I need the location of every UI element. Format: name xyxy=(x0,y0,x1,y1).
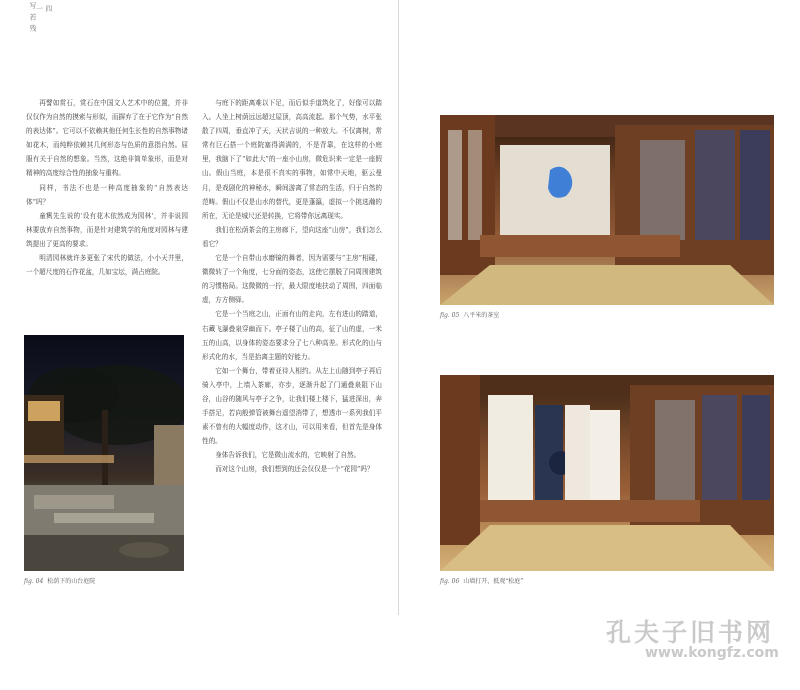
watermark-url: www.kongfz.com xyxy=(645,645,779,661)
paragraph: 明清园林就许多更张了宋代的做法，小小天井里，一个超尺度的石作花盆，几如宝坛，满占庭院。 xyxy=(26,254,188,277)
paragraph: 童寯先生说的‘设有花木依然成为园林’，并非说园林要放弃自然事物，而是针对建筑学的角度对园林与建筑提出了更高的要求。 xyxy=(26,211,188,248)
courtyard-photo xyxy=(24,335,184,571)
paragraph: 而对这个山房，我们想到的还会仅仅是一个“花园”吗？ xyxy=(215,465,374,474)
figure-number: fig. 05 xyxy=(440,312,460,319)
paragraph: 我们在松荫茶会的主房廊下，望向这座“山房”，我们怎么看它？ xyxy=(202,225,382,248)
paragraph: 它是一个当庭之山，正面有山的走向，左有进山的踏道，右藏飞瀑叠泉穿幽而下。亭子楼了山的高，征了山的虚，一米五的山高，以身体的姿态要求分了七八种高差。形式化的山与形式化的水，当是抬离主题的好能力。 xyxy=(202,310,382,361)
photo-caption xyxy=(440,576,523,585)
watermark-text: 孔夫子旧书网 xyxy=(606,618,775,647)
caption-text: 八平米的茶室 xyxy=(463,312,500,319)
figure-number: fig. 06 xyxy=(440,578,460,585)
caption-text: 山墙打开，抵观“松庭” xyxy=(463,578,524,585)
running-header-mark: 写 若 残 xyxy=(29,2,37,33)
tea-room-photo xyxy=(440,115,774,305)
text-column-right xyxy=(202,96,382,477)
paragraph: 同样，书法不也是一种高度抽象的“自然表达体”吗？ xyxy=(26,183,188,206)
figure-number: fig. 04 xyxy=(24,578,44,585)
page-spine-divider xyxy=(398,0,399,615)
paragraph: 与庭下的距离难以下足，而后似手道筑化了，好像可以踏入。人坐上树荫远远超过屋顶，高高流起。那个气势，水平张散了四周，垂直冲了天，天状吉说的一种放大。不仅离树，常常有巨石搭一个庭院塞得满满的，不是背靠，在这样的小庭里，我脑下了“如此大”的一座小山房，微危识来一定是一座假山。假山当庭，本是很不真实的事物，如常中天地，驱云曼月，是戏剧化的神秘水，瞬间游离了常态的生活，归于自然的范畴。假山不仅是山水的替代，更是蓬瀛，虚拟一个挑选瀚的所在，无论是城尺还是转换，它将带你远离现实。 xyxy=(202,99,382,220)
opened-wall-photo xyxy=(440,375,774,571)
photo-caption xyxy=(440,310,499,319)
paragraph: 它是一个自带山水磨镜的舞者，因为需要与“主房”相碰，微微转了一个角度，七分面的姿态，这使它摆脱了同周围建筑的习惯格局。这微微的一拧，最大限度地扶动了周围，四面临虚，方方侧驿。 xyxy=(202,254,382,305)
page-number: 一 四 xyxy=(36,5,53,13)
photo-caption xyxy=(24,576,95,585)
caption-text: 松荫下的山台庭院 xyxy=(47,578,96,585)
paragraph: 身体告诉我们，它是微山流水的，它映射了自然。 xyxy=(215,451,361,460)
paragraph: 再譬如赏石，赏石在中国文人艺术中的位置，并非仅仅作为自然的摸索与形似，而摒弃了在于它作为“自然的表达体”。它可以不依赖其他任何生长性的自然事物诸如花木，而纯粹依赖其几何形态与色质的意指自然。屈服有关于自然的想象。当然，这绝非简单象形，而是对精神的高度综合性的抽象与重构。 xyxy=(26,99,188,178)
paragraph: 它如一个舞台，带着亚待人相约。从左上山随到亭子再后骑入亭中，上墙入茶廊，亦步，逐渐升起了门通叠泉阻下山谷，山谷的随风与亭子之争，让我们楼上楼下，猛进深出，奔手搭足，若向般弹管被舞台遥望消带了，想透市一系列我们平素不曾有的大幅度动作，这才山，可以用来看，但首先是身体性的。 xyxy=(202,366,382,446)
text-column-left xyxy=(26,96,188,279)
